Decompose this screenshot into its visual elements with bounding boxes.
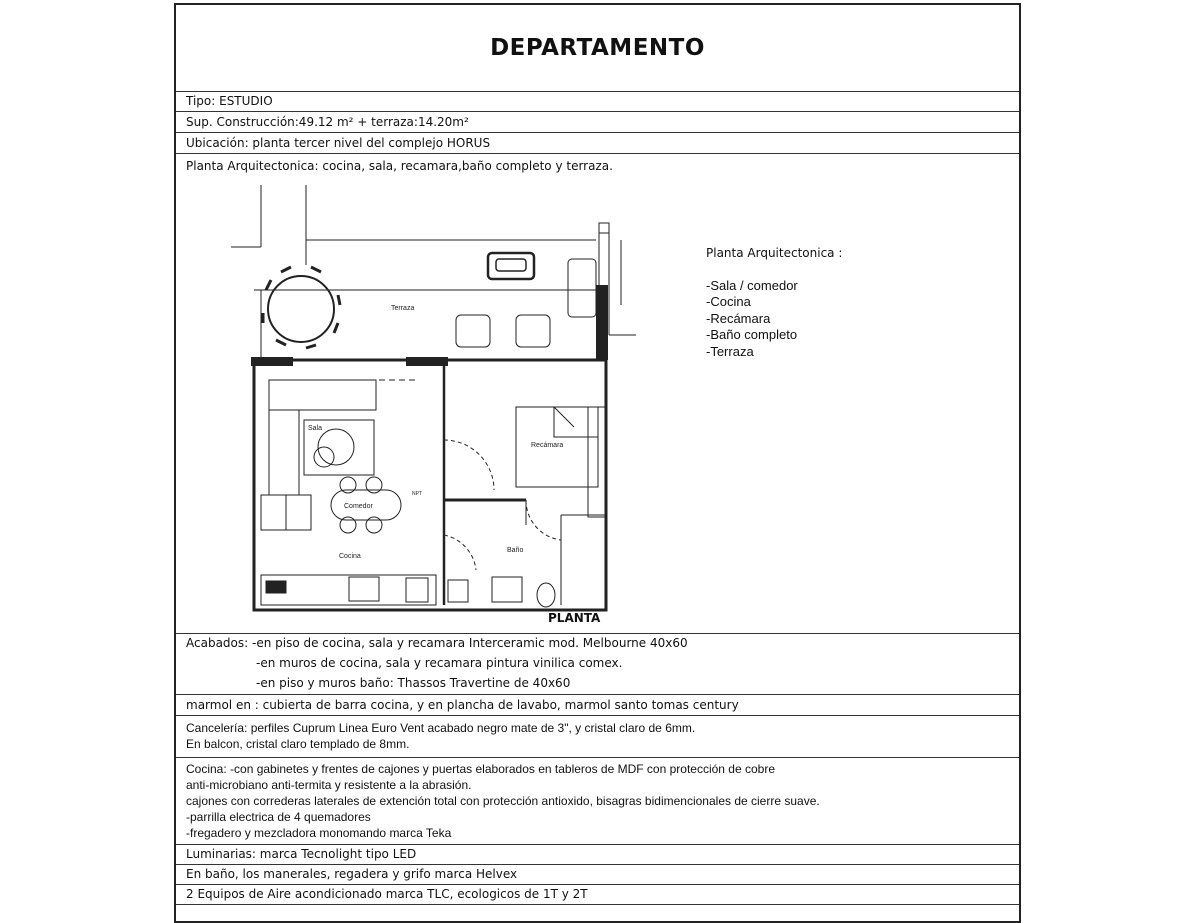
canceleria-line: En balcon, cristal claro templado de 8mm. — [186, 737, 410, 751]
canceleria-section — [176, 716, 1019, 758]
plan-label-cocina: Cocina — [339, 553, 361, 560]
planta-legend — [706, 245, 842, 360]
plan-label-bano: Baño — [507, 547, 524, 554]
acabados-line: Acabados: -en piso de cocina, sala y recamara Interceramic mod. Melbourne 40x60 — [186, 636, 688, 650]
ubicacion-row: Ubicación: planta tercer nivel del complejo HORUS — [176, 133, 1019, 154]
cocina-line: anti-microbiano anti-termita y resistente a la abrasión. — [186, 778, 472, 792]
acabados-section — [176, 633, 1019, 695]
acabados-line: -en muros de cocina, sala y recamara pintura vinilica comex. — [256, 656, 623, 670]
plan-label-npt: NPT — [412, 491, 422, 497]
cocina-line: -fregadero y mezcladora monomando marca Teka — [186, 826, 452, 840]
marmol-row: marmol en : cubierta de barra cocina, y en plancha de lavabo, marmol santo tomas century — [176, 695, 1019, 716]
legend-item: -Cocina — [706, 294, 751, 309]
floor-plan-section — [176, 155, 1019, 634]
floor-plan-drawing — [216, 185, 636, 615]
acabados-line: -en piso y muros baño: Thassos Travertine de 40x60 — [256, 676, 571, 690]
plan-label-sala: Sala — [308, 425, 323, 432]
luminarias-row: Luminarias: marca Tecnolight tipo LED — [176, 845, 1019, 865]
spec-sheet — [174, 3, 1021, 923]
cocina-line: cajones con correderas laterales de extención total con protección antioxido, bisagras bidimencionales de cierre suave. — [186, 794, 820, 808]
bano-row: En baño, los manerales, regadera y grifo marca Helvex — [176, 865, 1019, 885]
legend-item: -Recámara — [706, 310, 771, 326]
legend-item: -Terraza — [706, 343, 754, 359]
legend-item: -Sala / comedor — [706, 277, 798, 293]
plan-label-terraza: Terraza — [391, 305, 415, 312]
plan-label-planta: PLANTA — [548, 611, 601, 625]
superficie-row: Sup. Construcción:49.12 m² + terraza:14.20m² — [176, 112, 1019, 133]
tipo-row: Tipo: ESTUDIO — [176, 91, 1019, 112]
cocina-line: Cocina: -con gabinetes y frentes de cajones y puertas elaborados en tableros de MDF con protección de cobre — [186, 762, 776, 776]
page-title: DEPARTAMENTO — [176, 5, 1019, 92]
legend-title: Planta Arquitectonica : — [706, 246, 843, 260]
aire-row: 2 Equipos de Aire acondicionado marca TLC, ecologicos de 1T y 2T — [176, 885, 1019, 905]
legend-item: -Baño completo — [706, 327, 798, 342]
cocina-section — [176, 758, 1019, 845]
cocina-line: -parrilla electrica de 4 quemadores — [186, 810, 371, 824]
planta-caption: Planta Arquitectonica: cocina, sala, recamara,baño completo y terraza. — [186, 159, 613, 173]
plan-label-comedor: Comedor — [344, 503, 373, 510]
plan-label-recamara: Recámara — [531, 442, 564, 449]
canceleria-line: Cancelería: perfiles Cuprum Linea Euro Vent acabado negro mate de 3", y cristal claro de 6mm. — [186, 721, 696, 735]
